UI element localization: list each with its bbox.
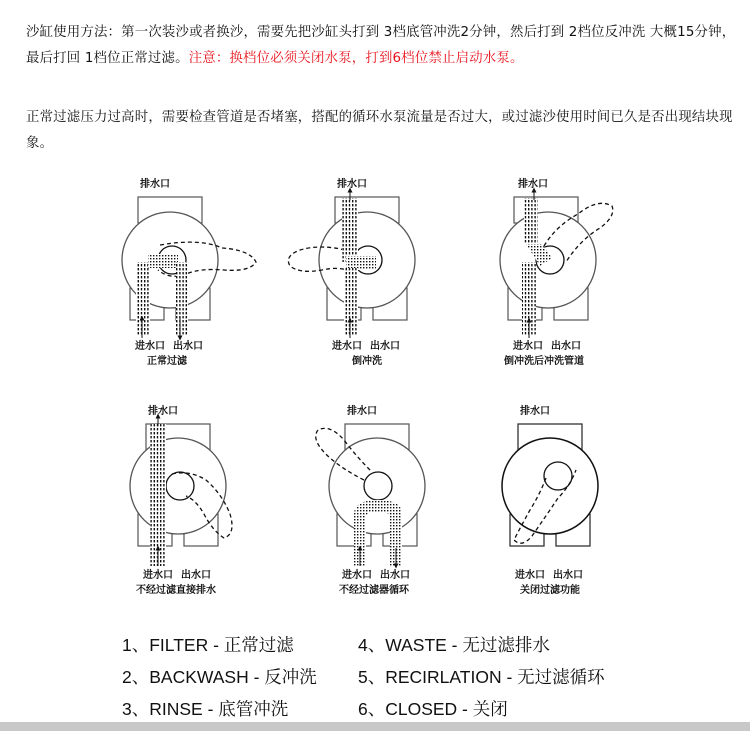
outlet-label: 出水口 [553, 570, 583, 581]
instructions-text: 沙缸使用方法：第一次装沙或者换沙，需要先把沙缸头打到 3档底管冲洗2分钟，然后打到 2档位反冲洗 大概15分钟，最后打回 1档位正常过滤。 [26, 25, 736, 66]
drain-port-label: 排水口 [518, 179, 548, 190]
diagram-waste [130, 404, 232, 596]
drain-port-label: 排水口 [337, 179, 367, 190]
diagram-caption: 正常过滤 [147, 356, 187, 367]
inlet-label: 进水口 [135, 341, 165, 352]
diagram-rinse [500, 177, 613, 367]
inlet-label: 进水口 [342, 570, 372, 581]
diagram-caption: 不经过滤器循环 [339, 585, 409, 596]
filter-flow [148, 254, 178, 268]
outlet-label: 出水口 [181, 570, 211, 581]
diagram-filter [122, 177, 256, 367]
diagram-recirculation [316, 404, 425, 596]
outlet-label: 出水口 [173, 341, 203, 352]
diagram-caption: 倒冲洗 [352, 356, 382, 367]
legend-filter: 1、FILTER - 正常过滤 [122, 635, 294, 655]
outlet-label: 出水口 [380, 570, 410, 581]
diagram-caption: 不经过滤直接排水 [136, 585, 216, 596]
legend-recirculation: 5、RECIRLATION - 无过滤循环 [358, 667, 605, 687]
inlet-label: 进水口 [332, 341, 362, 352]
legend-rinse: 3、RINSE - 底管冲洗 [122, 699, 289, 719]
outlet-flow [176, 262, 188, 336]
drain-port-label: 排水口 [140, 179, 170, 190]
legend-waste: 4、WASTE - 无过滤排水 [358, 635, 550, 655]
drain-port-label: 排水口 [347, 406, 377, 417]
legend-backwash: 2、BACKWASH - 反冲洗 [122, 667, 317, 687]
inlet-flow [136, 262, 150, 336]
diagram-closed [502, 404, 598, 596]
diagram-backwash [288, 177, 415, 367]
inlet-label: 进水口 [143, 570, 173, 581]
bottom-divider [0, 722, 750, 731]
outlet-label: 出水口 [551, 341, 581, 352]
drain-port-label: 排水口 [148, 406, 178, 417]
legend-closed: 6、CLOSED - 关闭 [358, 699, 508, 719]
diagram-caption: 倒冲洗后冲洗管道 [504, 356, 584, 367]
inlet-label: 进水口 [515, 570, 545, 581]
pressure-note: 正常过滤压力过高时，需要检查管道是否堵塞，搭配的循环水泵流量是否过大，或过滤沙使用时间已久是否出现结块现象。 [26, 110, 733, 151]
outlet-label: 出水口 [370, 341, 400, 352]
drain-port-label: 排水口 [520, 406, 550, 417]
diagram-caption: 关闭过滤功能 [520, 585, 580, 596]
inlet-label: 进水口 [513, 341, 543, 352]
warning-text: 注意：换档位必须关闭水泵，打到6档位禁止启动水泵。 [188, 51, 524, 66]
